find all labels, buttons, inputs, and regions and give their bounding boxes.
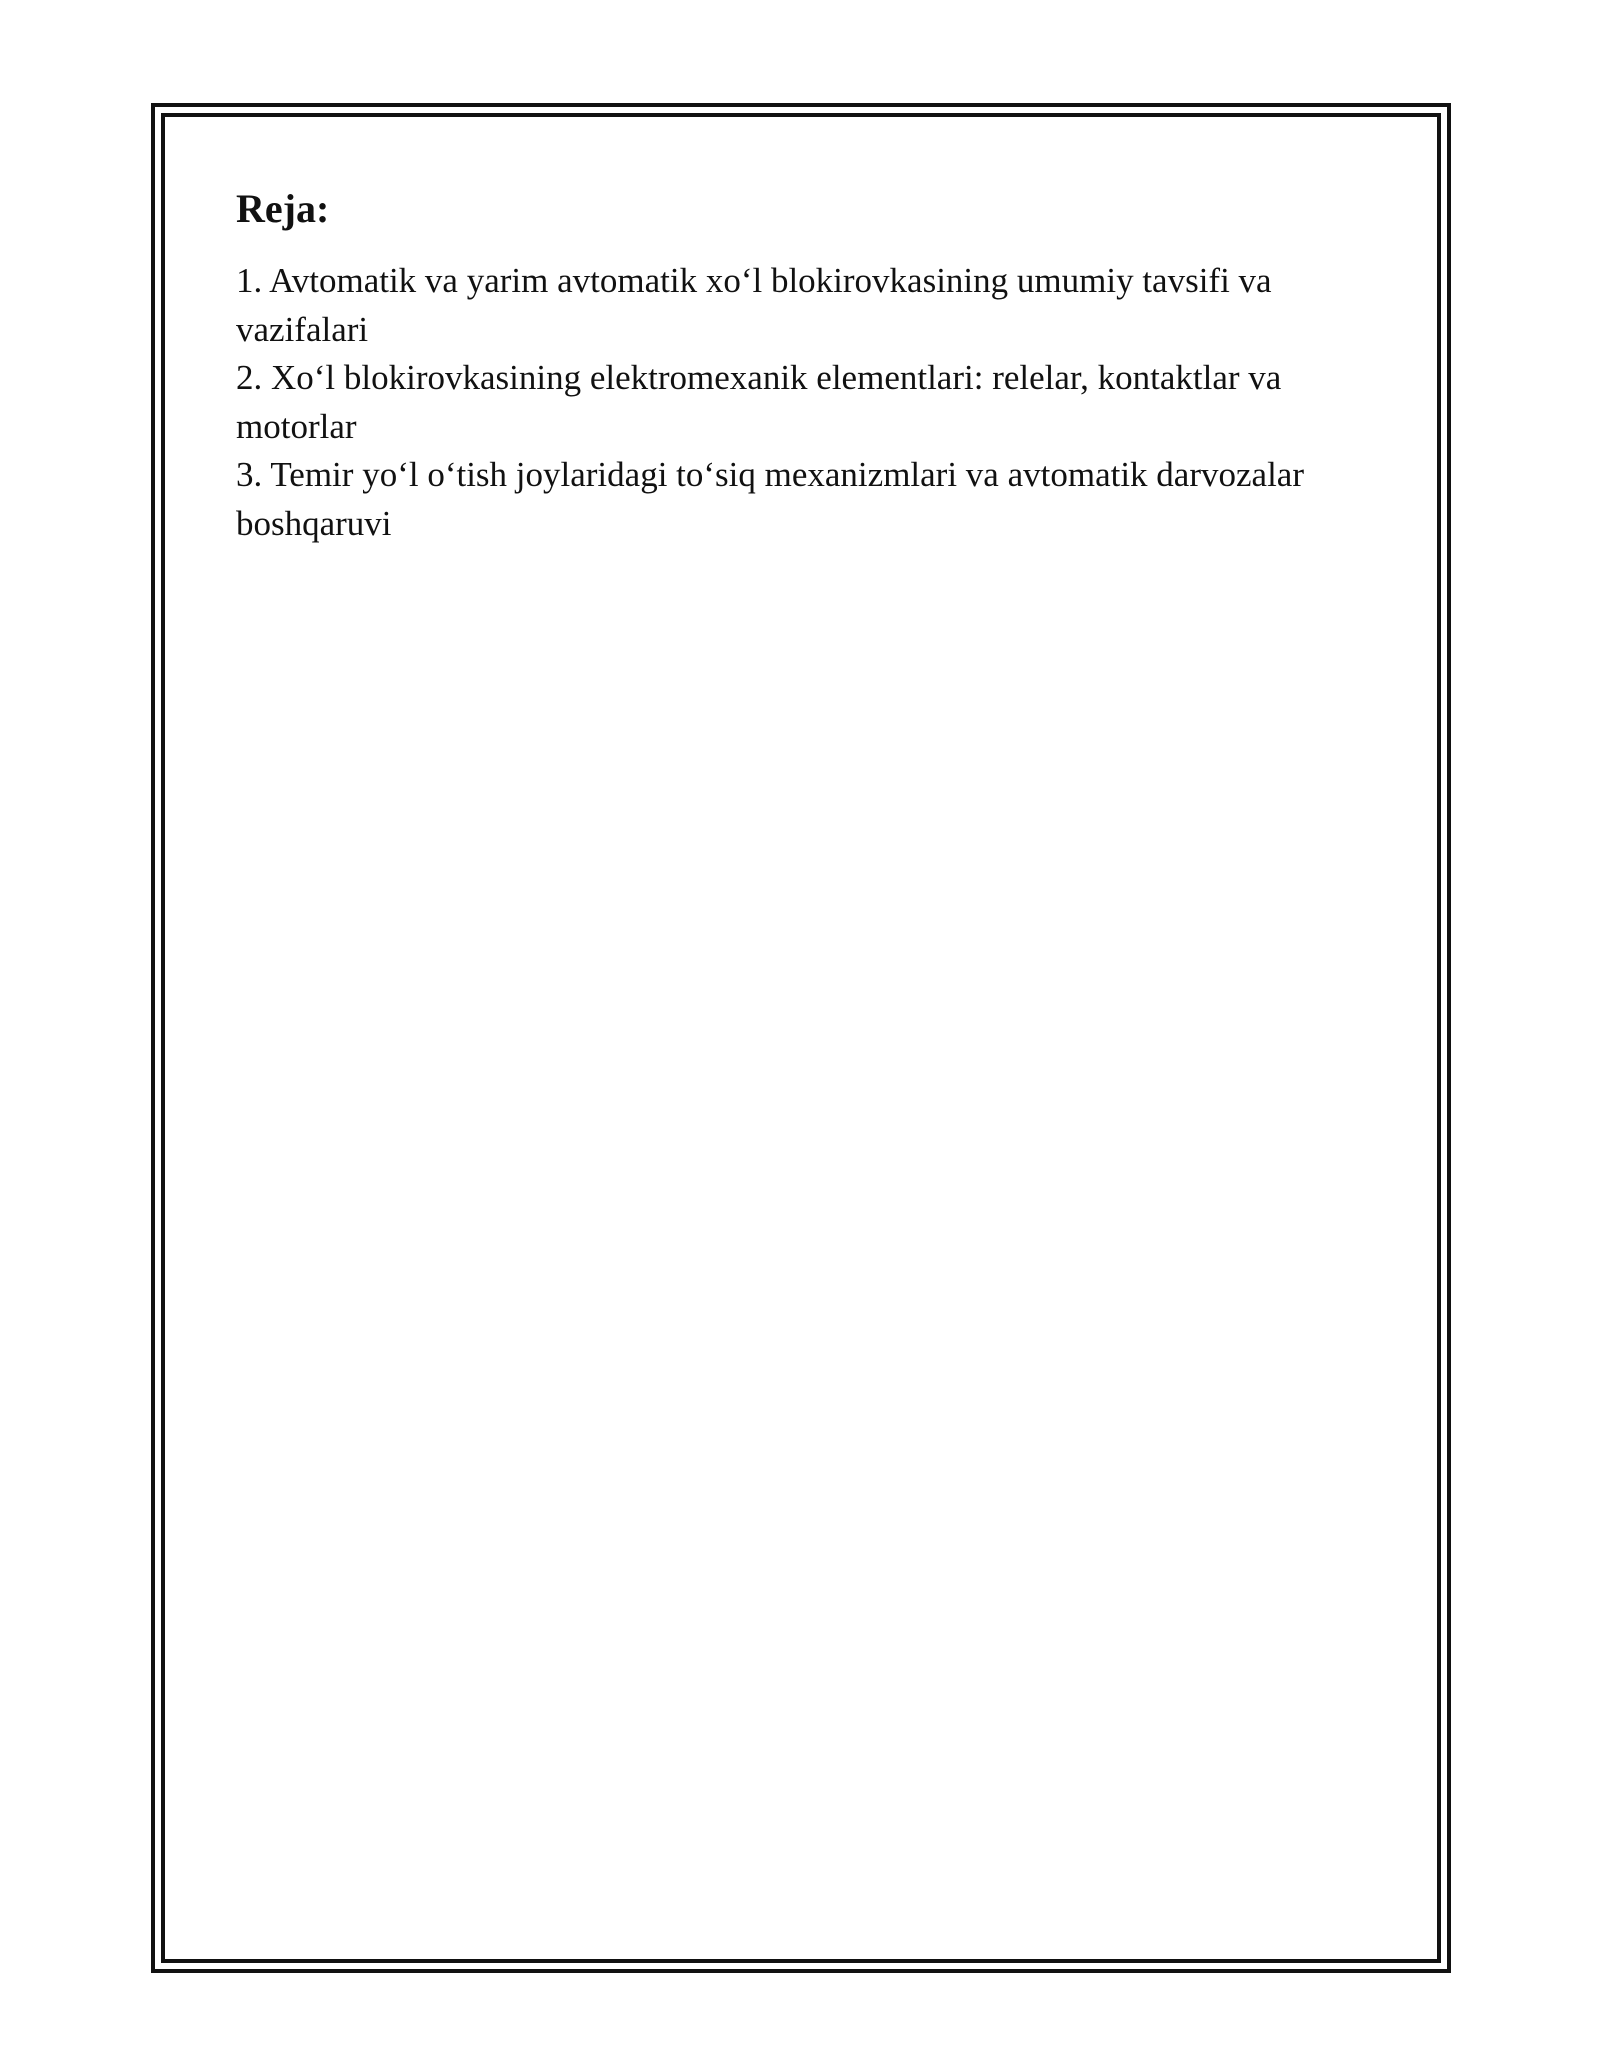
page-title: Reja: xyxy=(236,186,330,231)
plan-item: 1. Avtomatik va yarim avtomatik xo‘l blokirovkasining umumiy tavsifi va vazifalari xyxy=(236,261,1272,349)
page-content xyxy=(236,185,1386,548)
plan-item: 3. Temir yo‘l o‘tish joylaridagi to‘siq mexanizmlari va avtomatik darvozalar boshqaruvi xyxy=(236,455,1304,543)
plan-item: 2. Xo‘l blokirovkasining elektromexanik elementlari: relelar, kontaktlar va motorlar xyxy=(236,358,1282,446)
plan-list xyxy=(236,257,1386,548)
